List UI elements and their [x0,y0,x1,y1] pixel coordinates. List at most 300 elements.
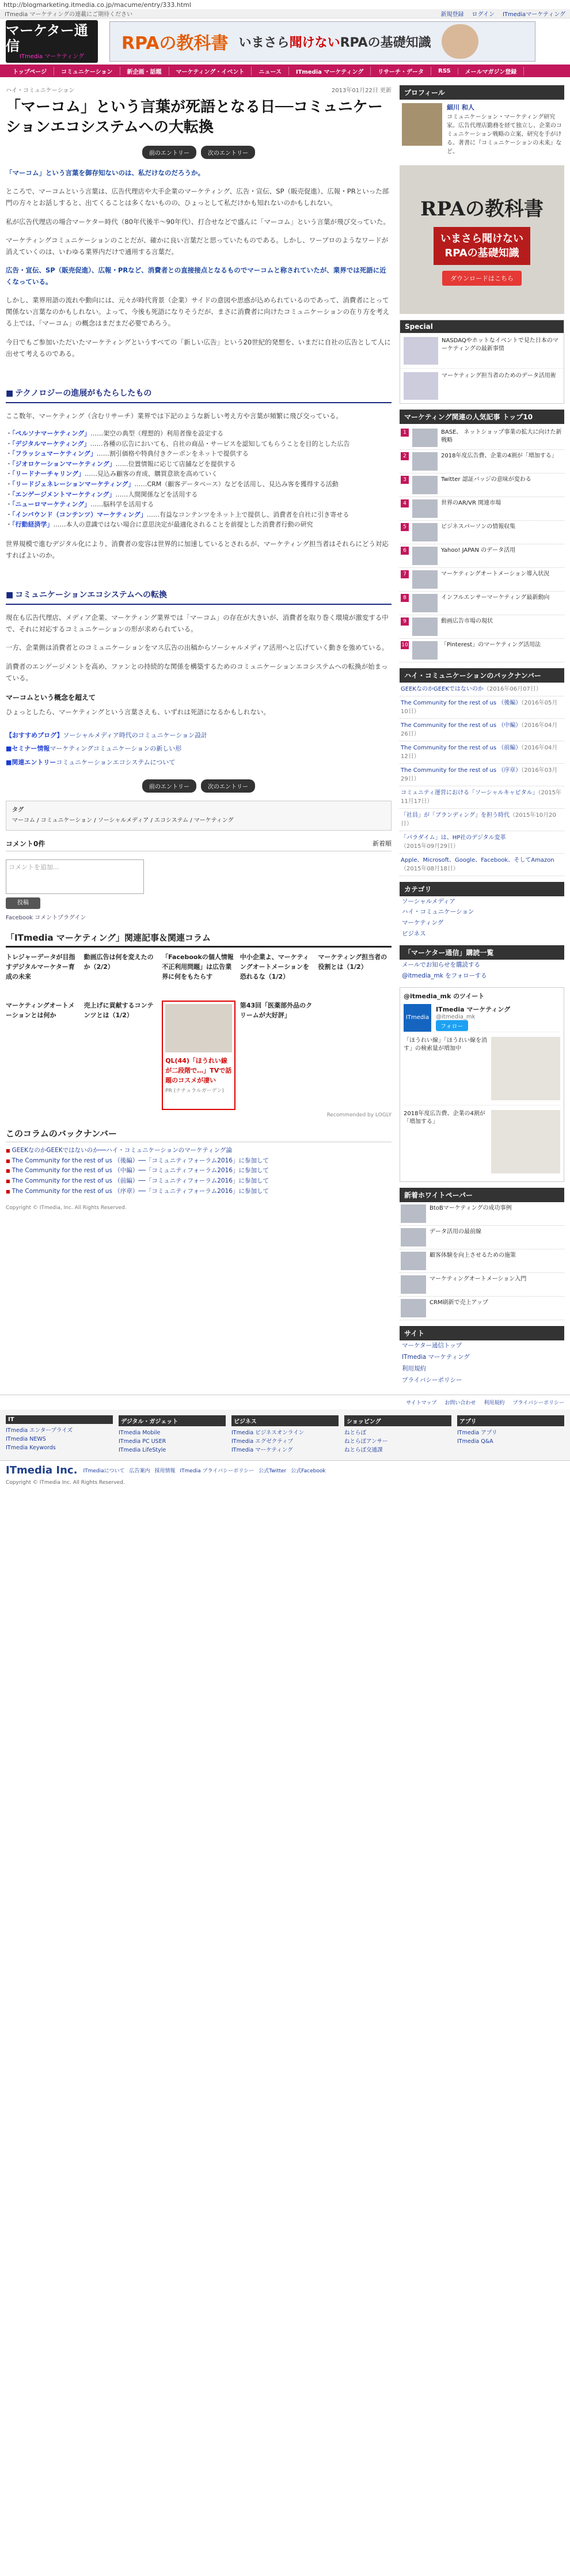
side-backnumber-item[interactable] [400,831,564,854]
bullet-term[interactable]: 「リードナーチャリング」 [12,470,85,478]
related-item[interactable]: 売上げに貢献するコンテンツとは（1/2） [83,1001,154,1019]
category-item[interactable]: ソーシャルメディア [402,897,455,905]
tweet[interactable] [404,1105,560,1178]
sitemap-link[interactable]: ITmedia ビジネスオンライン [231,1429,305,1436]
side-banner-box: いまさら聞けない RPAの基礎知識 [434,227,530,265]
bullet-item [6,459,392,469]
sitemap-link[interactable]: ITmedia エンタープライズ [6,1427,73,1434]
rank-number: 4 [401,499,409,507]
side-backnumber-date: （2016年05月10日） [401,699,558,715]
sort-select[interactable]: 新着順 [373,840,392,848]
rank-thumb [412,523,438,541]
nav-item-8[interactable]: メールマガジン登録 [458,67,525,75]
sitemap-link[interactable]: ITmedia エグゼクティブ [231,1438,293,1445]
site-link[interactable]: マーケター通信トップ [402,1342,462,1349]
related-item[interactable]: マーケティングオートメーションとは何か [6,1001,75,1019]
rank-number: 9 [401,618,409,626]
header-banner[interactable] [109,21,535,62]
bullet-term[interactable]: 「インバウンド（コンテンツ）マーケティング」 [12,510,147,518]
side-backnumber-item[interactable] [400,809,564,831]
footer-link[interactable]: 公式Facebook [291,1468,326,1475]
rank-thumb [412,429,438,447]
bullet-desc: ……有益なコンテンツをネット上で提供し、消費者を自社に引き寄せる [146,510,349,518]
footer-link[interactable]: 広告案内 [129,1468,150,1475]
side-banner-rpa: RPAの教科書 [420,197,544,221]
ranking-heading: マーケティング関連の人気記事 トップ10 [400,410,564,424]
tweet-image [491,1037,560,1100]
side-backnumber-title[interactable]: 「社員」が「ブランディング」を担う時代 [401,812,510,819]
lead-paragraph: 今日でもご参加いただいたマーケティングというすべての「新しい広告」という20世紀的発想を、いまだに自社の広告として人に出せて考えるのである。 [6,338,391,358]
related-item[interactable]: マーケティング担当者の役割とは（1/2） [318,953,387,971]
whitepaper-item[interactable] [400,1297,564,1320]
rank-text: 動画広告市場の現状 [441,618,493,624]
nav-item-5[interactable]: ITmedia マーケティング [289,67,371,75]
sponsored-ad[interactable] [162,1001,235,1110]
whitepaper-thumb [401,1299,426,1317]
rank-thumb [412,594,438,612]
bullet-term[interactable]: 「エンゲージメントマーケティング」 [12,490,116,498]
rank-number: 2 [401,452,409,460]
sitemap-heading[interactable]: ショッピング [344,1415,451,1426]
section-paragraph: 一方、企業側は消費者とのコミュニケーションをマス広告の出稿からソーシャルメディア活用へと広げていく動きを強めている。 [6,643,389,652]
category-heading: カテゴリ [400,882,564,896]
comment-count: コメント0件 [6,839,45,848]
whitepaper-thumb [401,1228,426,1247]
tags-list[interactable]: マーコム / コミュニケーション / ソーシャルメディア / エコシステム / マーケティング [12,817,234,824]
site-heading: サイト [400,1326,564,1340]
side-backnumber-date: （2016年06月07日） [483,685,542,692]
footer-sitemap [0,1410,570,1461]
side-backnumber-title[interactable]: 「パラダイム」は、HP社のデジタル変革 [401,834,506,841]
sitemap-link[interactable]: ITmedia マーケティング [231,1446,293,1453]
mail-item[interactable]: メールでお知らせを購読する [402,961,480,969]
twitter-avatar[interactable]: ITmedia [404,1004,431,1032]
prev-entry-button-bottom[interactable]: 前のエントリー [142,779,196,793]
sitemap-heading[interactable]: IT [6,1415,113,1424]
rank-text: 世界のAR/VR 関連市場 [441,499,501,506]
comment-input[interactable]: コメントを追加... [6,859,144,894]
rank-text: 「Pinterest」のマーケティング活用法 [441,641,541,648]
pager-top [6,146,392,159]
article-links [6,730,392,768]
next-entry-button[interactable]: 次のエントリー [201,146,255,159]
rank-number: 7 [401,570,409,578]
ranking-item[interactable] [400,473,564,497]
section-body [6,410,392,574]
whitepaper-text: CRM刷新で売上アップ [430,1299,488,1306]
section-paragraph: 消費者のエンゲージメントを高め、ファンとの持続的な関係を構築するためのコミュニケーションエコシステムへの転換が始まっている。 [6,662,388,682]
footer-nav-link[interactable]: サイトマップ [406,1400,437,1406]
bullet-item [6,499,392,510]
mail-item[interactable]: @itmedia_mk をフォローする [402,972,487,979]
backnumber-item[interactable]: ■ The Community for the rest of us （序章）──「コミュニティフォーラム2016」に参加して [6,1187,392,1197]
breadcrumb[interactable]: ハイ・コミュニケーション [6,88,75,94]
itmedia-link[interactable]: ITmediaマーケティング [502,12,565,18]
bullet-term[interactable]: 「ジオロケーションマーケティング」 [12,460,116,468]
footer-nav-link[interactable]: お問い合わせ [444,1400,476,1406]
nav-item-2[interactable]: 新企画・話題 [120,67,169,75]
related-item[interactable]: 第43回「医薬部外品のクリームが大好評」 [240,1001,313,1019]
main-column [6,85,392,1387]
bullet-term[interactable]: 「フラッシュマーケティング」 [12,450,97,458]
rank-text: BASE、 ネットショップ事業の拡大に向けた新戦略 [441,429,562,444]
footer-logo[interactable]: ITmedia Inc. [6,1464,78,1477]
special-heading: Special [400,320,564,333]
ranking-item[interactable] [400,568,564,592]
rank-thumb [412,570,438,589]
bullet-desc: ……CRM（顧客データベース）などを活用し、見込み客を獲得する活動 [134,480,339,488]
lead-paragraph: 私が広告代理店の場合マーケター時代（80年代後半〜90年代）、打合せなどで盛んに「マーコム」という言葉が飛び交っていた。 [6,217,390,226]
rank-number: 5 [401,523,409,531]
lead-paragraph: しかし、業界用語の流れや動向には、元々が時代背景（企業）サイドの意図や思惑が込められているのであって、消費者にとって関係ない言葉なのかもしれない。よって、今後も死語になりそうだが、まさに消費者に向けたコミュニケーションの在り方を考える上では、「マーコム」の概念はまだまだ必要であろう。 [6,296,390,328]
rank-thumb [412,452,438,471]
sitemap-column [344,1415,451,1455]
sitemap-column [231,1415,339,1455]
signup-link[interactable]: 新規登録 [440,12,464,18]
footer-link[interactable]: ITmedia プライバシーポリシー [180,1468,254,1475]
article-body [6,167,392,372]
article-link-label: ■セミナー情報 [6,745,50,753]
section-paragraph: ひょっとしたら、マーケティングという言葉さえも、いずれは死語になるかもしれない。 [6,707,270,716]
post-comment-button[interactable]: 投稿 [6,897,40,909]
article-title: 「マーコム」という言葉が死語となる日──コミュニケーションエコシステムへの大転換 [6,99,383,137]
top-strip [0,9,570,18]
bullet-desc: ……架空の典型（理想的）利用者像を設定する [90,429,224,437]
facebook-comment-plugin[interactable]: Facebook コメントプラグイン [6,914,86,921]
whitepaper-thumb [401,1275,426,1294]
footer-copyright: Copyright © ITmedia Inc. All Rights Reserved. [6,1480,125,1486]
nav-item-7[interactable]: RSS [431,68,458,74]
whitepaper-text: BtoBマーケティングの成功事例 [430,1204,512,1211]
banner-title: いまさら聞けないRPAの基礎知識 [238,35,431,50]
ad-sponsor: PR (ナチュラルガーデン) [165,1088,225,1094]
next-entry-button-bottom[interactable]: 次のエントリー [201,779,255,793]
tweet[interactable] [404,1032,560,1105]
article-date: 2013年01月22日 更新 [331,88,392,94]
side-backnumber-item[interactable] [400,854,564,876]
author-name[interactable]: 細川 和人 [447,104,474,111]
author-avatar [402,103,442,146]
bullet-desc: ……見込み顧客の育成、購買意欲を高めていく [84,470,218,478]
side-backnumber-heading: ハイ・コミュニケーションのバックナンバー [400,668,564,683]
rank-thumb [412,499,438,518]
sitemap-link[interactable]: ITmedia Keywords [6,1444,56,1451]
tags-box [6,801,392,831]
side-backnumber-date: （2015年09月29日） [401,843,459,850]
related-grid-row1 [6,952,392,987]
sitemap-column [6,1415,113,1455]
whitepaper-thumb [401,1204,426,1223]
side-backnumber-date: （2016年03月29日） [401,767,558,782]
profile [400,100,564,160]
bullet-term[interactable]: 「ニューロマーケティング」 [12,501,91,509]
related-item[interactable]: トレジャーデータが目指すデジタルマーケター育成の未来 [6,953,75,980]
footer-link[interactable]: 採用情報 [154,1468,176,1475]
side-backnumber-title[interactable]: GEEKなのかGEEKではないのか [401,685,484,692]
side-backnumber-list [400,683,564,876]
sitemap-link[interactable]: ITmedia Mobile [119,1429,161,1436]
sitemap-link[interactable]: ITmedia PC USER [119,1438,166,1445]
section-paragraph: 現在も広告代理店、メディア企業、マーケティング業界では「マーコム」の存在が大きいが、消費者を取り巻く環境が激変する中で、それに対応するコミュニケーションの形が求められている。 [6,613,389,634]
tweet-text: 「ほうれい線」「ほうれい線を消す」の検索量が増加中 [404,1037,487,1052]
sitemap-link[interactable]: ねとらぼ [344,1429,367,1436]
backnumber-item[interactable]: ■ The Community for the rest of us （前編）──「コミュニティフォーラム2016」に参加して [6,1176,392,1187]
site-link[interactable]: ITmedia マーケティング [402,1353,470,1361]
pager-bottom [6,779,392,793]
sitemap-link[interactable]: ねとらぼアンサー [344,1438,388,1445]
author-bio: コミュニケーション・マーケティング研究家。広告代理店勤務を経て独立し、企業のコミュニケーション戦略の立案、研究を手がける。著書に『コミュニケーションの未来』など。 [447,113,562,155]
sitemap-link[interactable]: ITmedia NEWS [6,1435,46,1442]
bullet-item [6,490,392,500]
side-backnumber-title[interactable]: The Community for the rest of us （後編） [401,699,522,706]
section-paragraph: 世界規模で進むデジタル化により、消費者の変容は世界的に加速しているとされるが、マーケティング担当者はそれらにどう対応すればよいのか。 [6,539,389,559]
backnumber-item[interactable]: ■ GEEKなのかGEEKではないのか──ハイ・コミュニケーションのマーケティング論 [6,1146,392,1156]
rank-text: Yahoo! JAPAN のデータ活用 [441,547,516,554]
sitemap-column [457,1415,564,1455]
banner-face-image [442,24,478,59]
bullet-item [6,469,392,479]
bullet-desc: ……人間関係などを活用する [115,490,198,498]
footer-nav-link[interactable]: 利用規約 [484,1400,505,1406]
article-link-label: 【おすすめブログ】 [6,731,63,739]
backnumber-item[interactable]: ■ The Community for the rest of us （後編）──「コミュニティフォーラム2016」に参加して [6,1156,392,1166]
sitemap-column [119,1415,226,1455]
sidebar [400,85,564,1387]
backnumber-item[interactable]: ■ The Community for the rest of us （中編）──「コミュニティフォーラム2016」に参加して [6,1166,392,1176]
rank-number: 8 [401,594,409,602]
lead-paragraph: ところで、マーコムという言葉は、広告代理店や大手企業のマーケティング、広告・宣伝、SP（販売促進）、広報・PRといった部門の方々とお話しすると、出てくることは多くないものの、ひょっとして私だけかも知れないのかもしれない。 [6,187,389,207]
sitemap-link[interactable]: ITmedia LifeStyle [119,1446,166,1453]
section-body [6,612,392,730]
bullet-desc: ……脳科学を活用する [90,501,154,509]
related-grid-row2 [6,1001,392,1110]
article-link-label: ■関連エントリー [6,759,56,767]
logo-main: マーケター通信 [6,22,88,54]
backnumber-heading: このコラムのバックナンバー [6,1127,392,1142]
side-backnumber-date: （2016年04月26日） [401,722,558,737]
copyright: Copyright © ITmedia, Inc. All Rights Reserved. [6,1204,127,1211]
ad-text: QL(44)「ほうれい線が二段階で…」TVで話題のコスメが凄い [165,1056,232,1084]
whitepaper-text: マーケティングオートメーション入門 [430,1275,527,1282]
nav-item-3[interactable]: マーケティング・イベント [169,67,252,75]
article-link-text[interactable]: コミュニケーションエコシステムについて [56,759,176,767]
nav-item-6[interactable]: リサーチ・データ [371,67,431,75]
sitemap-heading[interactable]: アプリ [457,1415,564,1426]
whitepaper-item[interactable] [400,1202,564,1226]
nav-item-0[interactable]: トップページ [6,67,54,75]
whitepaper-item[interactable] [400,1249,564,1273]
ranking-item[interactable] [400,426,564,450]
related-item[interactable]: 中小企業よ、マーケティングオートメーションを恐れるな（1/2） [240,953,310,980]
side-banner[interactable] [400,165,564,314]
special-thumb [404,372,438,400]
category-item[interactable]: ビジネス [402,930,426,938]
bullet-desc: ……位置情報に応じて店舗などを提供する [115,460,236,468]
side-backnumber-title[interactable]: Apple、Microsoft、Google、Facebook、そしてAmazon [401,857,554,863]
side-backnumber-title[interactable]: コミュニティ運営における「ソーシャルキャピタル」 [401,789,538,796]
prev-entry-button[interactable]: 前のエントリー [142,146,196,159]
twitter-follow-button[interactable]: フォロー [436,1020,468,1031]
rank-thumb [412,476,438,494]
related-item[interactable]: 「Facebookの個人情報不正利用問題」は広告業界に何をもたらす [162,953,234,980]
whitepaper-heading: 新着ホワイトペーパー [400,1188,564,1202]
rank-thumb [412,547,438,565]
footer [0,1460,570,1480]
footer-link[interactable]: ITmediaについて [83,1468,125,1475]
ranking-item[interactable] [400,592,564,615]
related-heading: 「ITmedia マーケティング」関連記事＆関連コラム [6,931,392,948]
side-backnumber-title[interactable]: The Community for the rest of us （序章） [401,767,522,774]
side-backnumber-item[interactable] [400,741,564,764]
bullet-desc: ……割引価格や特典付きクーポンをネットで提供する [96,450,249,458]
section-subtitle: マーコムという概念を超えて [6,693,96,702]
whitepaper-thumb [401,1252,426,1270]
site-links [400,1340,564,1387]
url-bar[interactable]: http://blogmarketing.itmedia.co.jp/macume/entry/333.html [0,0,570,9]
sitemap-list [231,1429,339,1455]
special-box [400,320,564,404]
twitter-heading: @itmedia_mk のツイート [404,992,485,1000]
category-item[interactable]: ハイ・コミュニケーション [402,908,474,916]
sitemap-link[interactable]: ITmedia アプリ [457,1429,497,1436]
article-link [6,744,392,754]
section-heading: ■ テクノロジーの進展がもたらしたもの [6,385,392,403]
side-backnumber-title[interactable]: The Community for the rest of us （中編） [401,722,522,729]
twitter-handle: @itmedia_mk [436,1013,476,1020]
site-header [0,18,570,65]
side-backnumber-item[interactable] [400,786,564,809]
side-backnumber-title[interactable]: The Community for the rest of us （前編） [401,744,522,751]
global-nav [0,65,570,77]
side-backnumber-item[interactable] [400,719,564,741]
banner-rpa: RPAの教科書 [121,33,229,54]
rank-text: 2018年度広告費、企業の4割が「増加する」 [441,452,557,459]
login-link[interactable]: ログイン [472,12,495,18]
ranking-item[interactable] [400,450,564,473]
logly-credit[interactable]: Recommended by LOGLY [326,1112,392,1118]
sitemap-heading[interactable]: デジタル・ガジェット [119,1415,226,1426]
whitepaper-item[interactable] [400,1273,564,1297]
sitemap-heading[interactable]: ビジネス [231,1415,339,1426]
bullet-item [6,429,392,439]
special-thumb [404,337,438,365]
side-backnumber-date: （2015年11月17日） [401,789,562,805]
site-logo[interactable] [6,20,98,63]
nav-item-4[interactable]: ニュース [252,67,289,75]
side-backnumber-date: （2016年04月12日） [401,744,558,760]
ad-image [165,1004,232,1052]
site-link[interactable]: プライバシーポリシー [402,1376,462,1384]
comments-header [6,839,392,851]
bullet-term[interactable]: 「デジタルマーケティング」 [12,440,90,448]
tweet-text: 2018年度広告費、企業の4割が「増加する」 [404,1110,485,1126]
side-backnumber-item[interactable] [400,696,564,719]
site-link[interactable]: 利用規約 [402,1365,426,1372]
ranking-item[interactable] [400,521,564,544]
ranking-item[interactable] [400,639,564,662]
special-item[interactable] [400,368,564,403]
rank-thumb [412,641,438,660]
bullet-term[interactable]: 「ペルソナマーケティング」 [12,429,91,437]
bullet-term[interactable]: 「行動経済学」 [12,521,54,529]
article-link-text[interactable]: マーケティングコミュニケーションの新しい形 [50,745,182,753]
side-backnumber-item[interactable] [400,683,564,696]
side-banner-cta[interactable]: ダウンロードはこちら [442,271,522,286]
bullet-item [6,520,392,530]
category-list [400,896,564,940]
ranking-item[interactable] [400,497,564,521]
section-heading: ■ コミュニケーションエコシステムへの転換 [6,586,392,605]
twitter-widget [400,987,564,1182]
category-item[interactable]: マーケティング [402,919,444,927]
mail-list [400,960,564,982]
section-paragraph: ここ数年、マーケティング（含むリサーチ）業界では下記のような新しい考え方や言葉が頻繁に飛び交っている。 [6,411,343,420]
sitemap-list [344,1429,451,1455]
related-item [318,1001,392,1110]
rank-thumb [412,618,438,636]
profile-heading: プロフィール [400,85,564,100]
ranking-item[interactable] [400,544,564,568]
side-backnumber-date: （2015年08月18日） [401,865,459,872]
nav-item-1[interactable]: コミュニケーション [54,67,120,75]
sitemap-link[interactable]: ねとらぼ交通課 [344,1446,383,1453]
ranking-list [400,426,564,662]
twitter-account[interactable]: ITmedia マーケティング [436,1005,511,1013]
bullet-item [6,510,392,520]
whitepaper-item[interactable] [400,1226,564,1249]
top-strip-left: ITmedia マーケティングの連載にご期待ください [5,12,133,18]
article-link [6,757,392,768]
rank-number: 10 [401,642,408,648]
backnumber-list [6,1146,392,1197]
bullet-item [6,479,392,490]
rank-text: マーケティングオートメーション導入状況 [441,570,550,577]
tags-label: タグ [12,806,24,813]
lead-paragraph: 広告・宣伝、SP（販売促進）、広報・PRなど、消費者との直接接点となるものでマーコムと称されていたが、業界では死語に近くなっている。 [6,266,386,286]
tweet-image [491,1110,560,1173]
rank-text: インフルエンサーマーケティング最新動向 [441,594,550,601]
special-text: NASDAQやホットなイベントで見た日本のマーケティングの最新事情 [442,337,558,352]
footer-nav-link[interactable]: プライバシーポリシー [512,1400,564,1406]
lead-paragraph: 「マーコム」という言葉を御存知ないのは、私だけなのだろうか。 [6,169,204,177]
footer-link[interactable]: 公式Twitter [259,1468,287,1475]
sitemap-list [457,1429,564,1446]
rank-number: 6 [401,547,409,555]
bullet-desc: ……本人の意識ではない場合に意思決定が最適化されることを前提とした消費者行動の研究 [53,521,313,529]
article-link-text[interactable]: ソーシャルメディア時代のコミュニケーション設計 [63,731,208,739]
bullet-list [6,429,392,530]
rank-text: ビジネスパーソンの情報収集 [441,523,516,530]
mail-heading: 「マーケター通信」購読一覧 [400,945,564,960]
whitepaper-list [400,1202,564,1320]
footer-nav [0,1395,570,1410]
related-item[interactable]: 動画広告は何を変えたのか（2/2） [83,953,154,971]
special-item[interactable] [400,333,564,368]
article-link [6,730,392,741]
whitepaper-text: 顧客体験を向上させるための施策 [430,1252,516,1259]
ranking-item[interactable] [400,615,564,639]
side-backnumber-item[interactable] [400,764,564,786]
bullet-desc: ……各種の広告においても、自社の商品・サービスを認知してもらうことを目的とした広告 [90,440,350,448]
bullet-item [6,439,392,449]
bullet-item [6,449,392,459]
sitemap-link[interactable]: ITmedia Q&A [457,1438,493,1445]
rank-number: 3 [401,476,409,484]
logo-sub: ITmedia マーケティング [19,53,85,60]
bullet-term[interactable]: 「リードジェネレーションマーケティング」 [12,480,135,488]
lead-paragraph: マーケティングコミュニケーションのことだが、確かに良い言葉だと思っていたものである。しかし、ワーブロのようなワードが消えていくのは、いわゆる業界内だけで通用する言葉だ。 [6,236,389,256]
sitemap-list [119,1429,226,1455]
